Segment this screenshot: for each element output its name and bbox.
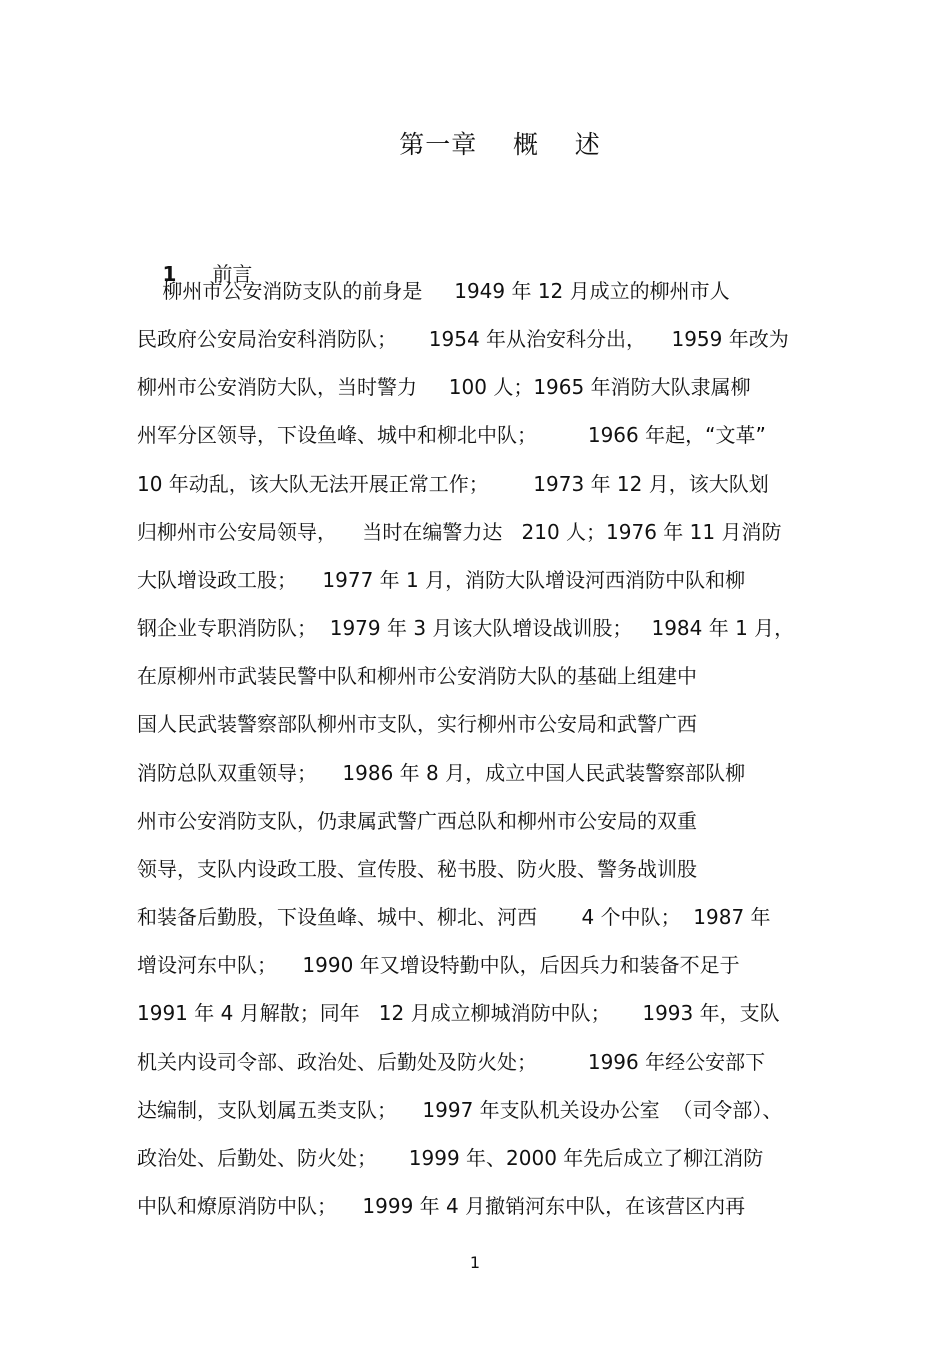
text-line: 领导，支队内设政工股、宣传股、秘书股、防火股、警务战训股 — [137, 857, 697, 881]
text-line: 州军分区领导，下设鱼峰、城中和柳北中队； 1966 年起，“文革” — [137, 423, 766, 447]
text-line: 10 年动乱，该大队无法开展正常工作； 1973 年 12 月，该大队划 — [137, 472, 769, 496]
text-line: 柳州市公安消防大队，当时警力 100 人；1965 年消防大队隶属柳 — [137, 375, 751, 399]
text-line: 州市公安消防支队，仍隶属武警广西总队和柳州市公安局的双重 — [137, 809, 697, 833]
section-number: 1 — [162, 262, 177, 286]
text-line: 民政府公安局治安科消防队； 1954 年从治安科分出， 1959 年改为 — [137, 327, 789, 351]
text-line: 大队增设政工股； 1977 年 1 月，消防大队增设河西消防中队和柳 — [137, 568, 746, 592]
section-title: 前言 — [212, 262, 253, 286]
text-line: 达编制，支队划属五类支队； 1997 年支队机关设办公室 （司令部）、 — [137, 1098, 783, 1122]
text-line: 在原柳州市武装民警中队和柳州市公安消防大队的基础上组建中 — [137, 664, 697, 688]
text-line: 1991 年 4 月解散；同年 12 月成立柳城消防中队； 1993 年，支队 — [137, 1001, 780, 1025]
text-line: 消防总队双重领导； 1986 年 8 月，成立中国人民武装警察部队柳 — [137, 761, 746, 785]
text-line: 和装备后勤股，下设鱼峰、城中、柳北、河西 4 个中队； 1987 年 — [137, 905, 771, 929]
text-line: 政治处、后勤处、防火处； 1999 年、2000 年先后成立了柳江消防 — [137, 1146, 764, 1170]
text-line: 机关内设司令部、政治处、后勤处及防火处； 1996 年经公安部下 — [137, 1050, 766, 1074]
text-line: 国人民武装警察部队柳州市支队，实行柳州市公安局和武警广西 — [137, 712, 697, 736]
text-line: 归柳州市公安局领导， 当时在编警力达 210 人；1976 年 11 月消防 — [137, 520, 782, 544]
chapter-title: 第一章 概 述 — [399, 130, 601, 159]
text-line: 钢企业专职消防队； 1979 年 3 月该大队增设战训股； 1984 年 1 月， — [137, 616, 795, 640]
page-number: 1 — [469, 1253, 481, 1272]
text-line: 增设河东中队； 1990 年又增设特勤中队，后因兵力和装备不足于 — [137, 953, 740, 977]
text-line: 柳州市公安消防支队的前身是 1949 年 12 月成立的柳州市人 — [137, 279, 730, 303]
text-line: 中队和燎原消防中队； 1999 年 4 月撤销河东中队，在该营区内再 — [137, 1194, 746, 1218]
